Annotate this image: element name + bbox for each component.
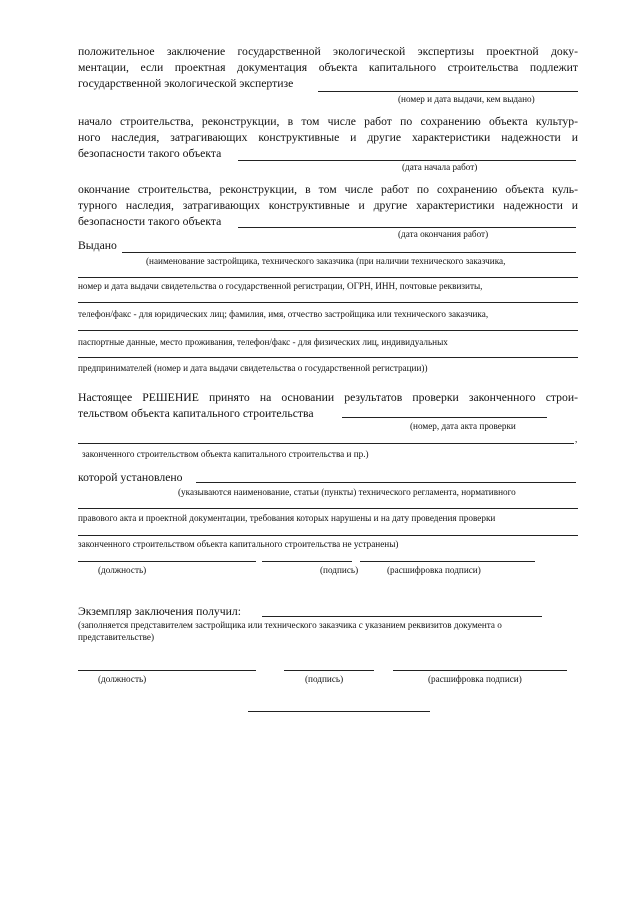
signature2-decoding-caption: (расшифровка подписи) [428,674,522,684]
issued-caption-3: телефон/факс - для юридических лиц; фамилия, имя, отчество застройщика или технического заказчика, [78,309,489,319]
established-label: которой установлено [78,471,183,484]
decision-fill-line-2[interactable] [78,443,574,444]
signature1-signature-line[interactable] [262,561,352,562]
issued-label: Выдано [78,239,117,252]
issued-fill-line-5[interactable] [78,357,578,358]
signature1-signature-caption: (подпись) [320,565,359,575]
issued-fill-line-2[interactable] [78,277,578,278]
end-line-1: окончание строительства, реконструкции, в том числе работ по сохранению объекта куль- [78,183,578,196]
signature2-position-caption: (должность) [98,674,147,684]
start-caption: (дата начала работ) [402,162,478,172]
issued-caption-4: паспортные данные, место проживания, телефон/факс - для физических лиц, индивидуальных [78,337,448,347]
decision-line-1: Настоящее РЕШЕНИЕ принято на основании результатов проверки законченного строи- [78,391,578,404]
established-fill-line-2[interactable] [78,508,578,509]
signature1-position-line[interactable] [78,561,256,562]
end-line-2: турного наследия, затрагивающих конструктивные и другие характеристики надежности и [78,199,578,212]
ekspertiza-caption: (номер и дата выдачи, кем выдано) [398,94,535,104]
signature2-decoding-line[interactable] [393,670,567,671]
issued-fill-line[interactable] [122,252,576,253]
signature2-position-line[interactable] [78,670,256,671]
established-fill-line-3[interactable] [78,535,578,536]
copy-received-fill-line[interactable] [262,616,542,617]
ekspertiza-line-1: положительное заключение государственной экологической экспертизы проектной доку- [78,45,578,58]
end-caption: (дата окончания работ) [398,229,489,239]
signature2-signature-caption: (подпись) [305,674,344,684]
issued-fill-line-3[interactable] [78,302,578,303]
start-line-2: ного наследия, затрагивающих конструктивные и другие характеристики надежности и [78,131,578,144]
end-fill-line[interactable] [238,227,576,228]
end-line-3: безопасности такого объекта [78,215,222,228]
decision-caption-1: (номер, дата акта проверки [410,421,516,431]
issued-fill-line-4[interactable] [78,330,578,331]
start-line-3: безопасности такого объекта [78,147,222,160]
ekspertiza-line-3: государственной экологической экспертизе [78,77,294,90]
decision-comma: , [575,434,578,444]
decision-caption-2: законченного строительством объекта капитального строительства и пр.) [82,449,369,459]
established-caption-3: законченного строительством объекта капитального строительства не устранены) [78,539,399,549]
issued-caption-2: номер и дата выдачи свидетельства о государственной регистрации, ОГРН, ИНН, почтовые реквизиты, [78,281,483,291]
issued-caption-5: предпринимателей (номер и дата выдачи свидетельства о государственной регистрации)) [78,363,428,373]
established-caption-2: правового акта и проектной документации, требования которых нарушены и на дату проведения проверки [78,513,496,523]
established-fill-line[interactable] [196,482,576,483]
start-line-1: начало строительства, реконструкции, в том числе работ по сохранению объекта культур- [78,115,578,128]
decision-fill-line[interactable] [342,417,547,418]
ekspertiza-fill-line[interactable] [318,91,578,92]
footer-divider [248,711,430,712]
copy-received-note-1: (заполняется представителем застройщика или технического заказчика с указанием реквизитов документа о [78,620,502,630]
signature1-decoding-line[interactable] [360,561,535,562]
established-caption-1: (указываются наименование, статьи (пункты) технического регламента, нормативного [178,487,516,497]
start-fill-line[interactable] [238,160,576,161]
ekspertiza-line-2: ментации, если проектная документация объекта капитального строительства подлежит [78,61,578,74]
signature2-signature-line[interactable] [284,670,374,671]
issued-caption-1: (наименование застройщика, технического заказчика (при наличии технического заказчика, [146,256,506,266]
signature1-position-caption: (должность) [98,565,147,575]
decision-line-2: тельством объекта капитального строительства [78,407,314,420]
signature1-decoding-caption: (расшифровка подписи) [387,565,481,575]
copy-received-label: Экземпляр заключения получил: [78,605,241,618]
copy-received-note-2: представительстве) [78,632,155,642]
